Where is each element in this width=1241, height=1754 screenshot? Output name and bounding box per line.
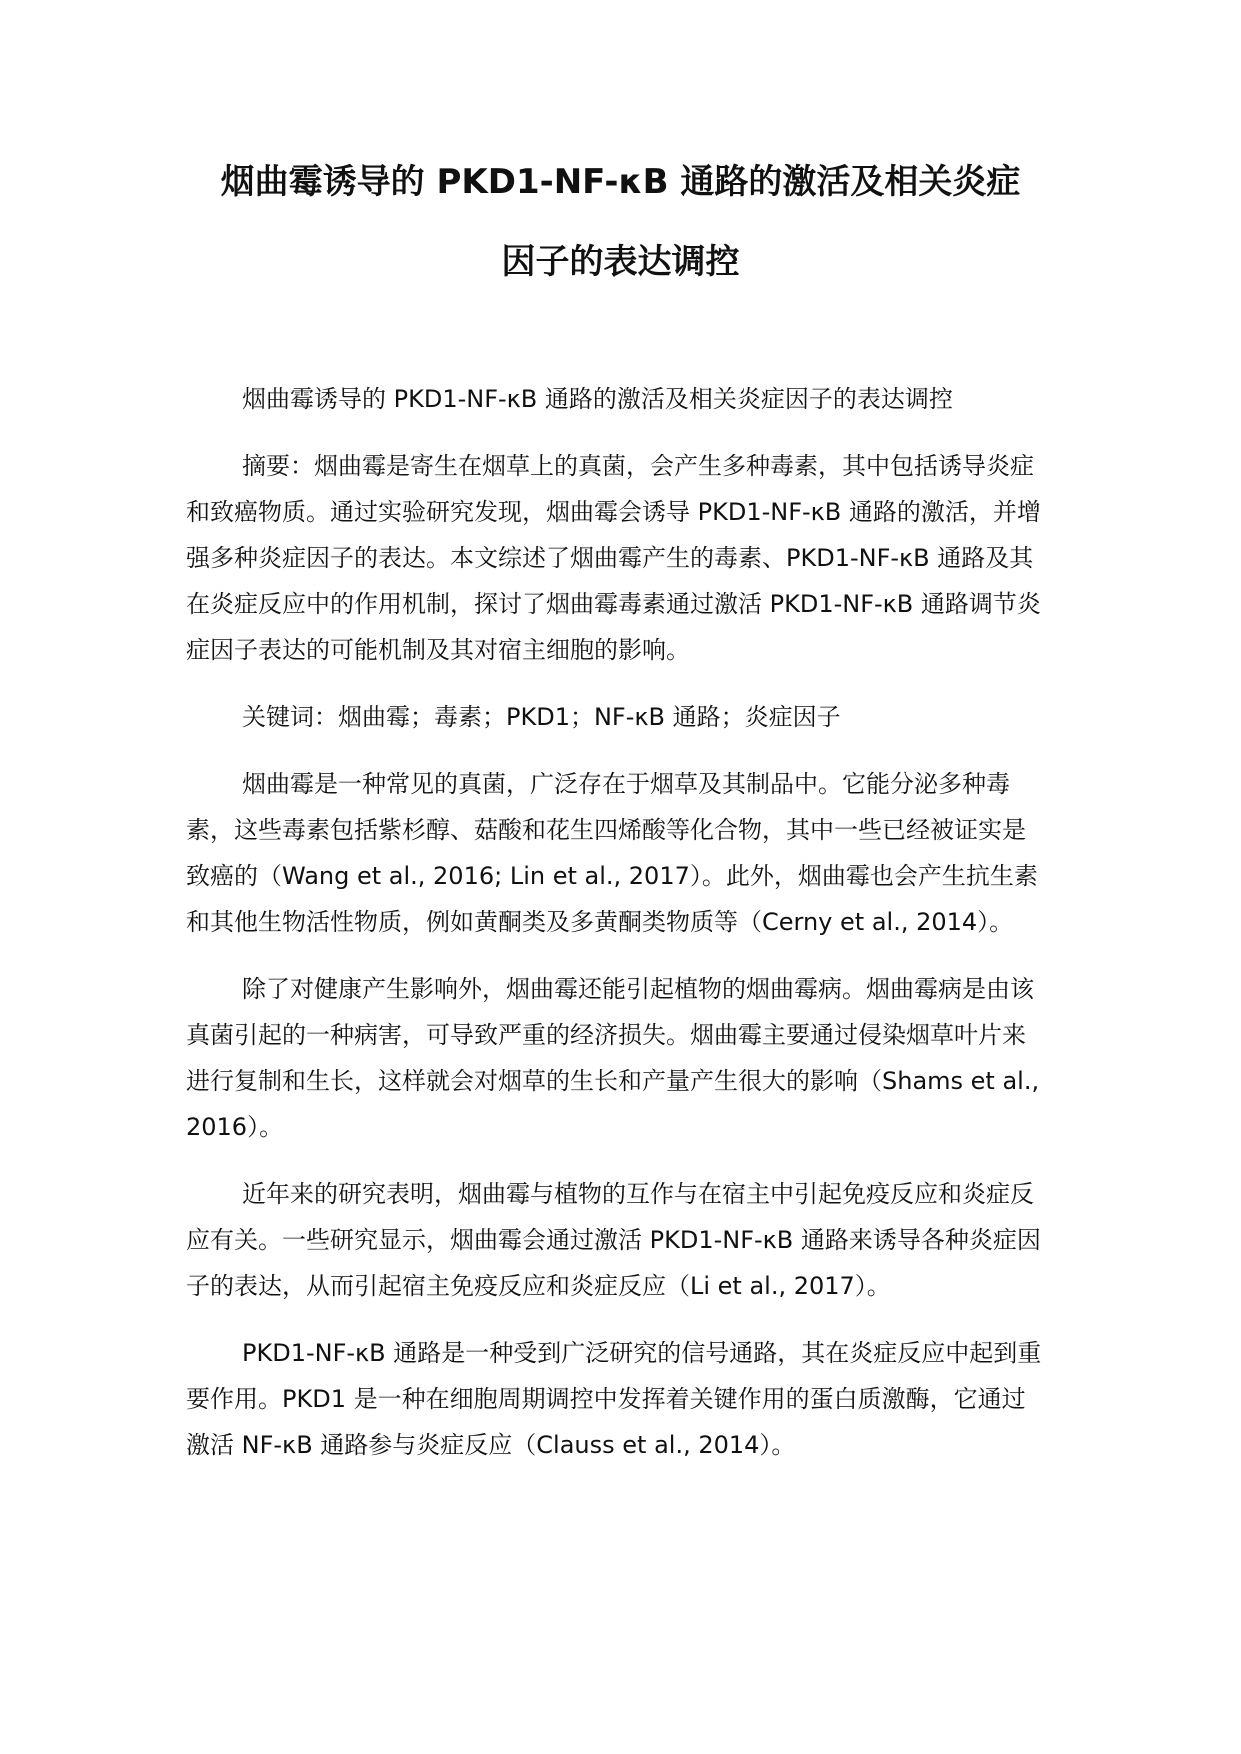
body-paragraph-3: 近年来的研究表明，烟曲霉与植物的互作与在宿主中引起免疫反应和炎症反应有关。一些研究显示，烟曲霉会通过激活 PKD1-NF-κB 通路来诱导各种炎症因子的表达，从而引起宿主免疫反应和炎症反应（Li et al., 2017）。 bbox=[186, 1180, 1041, 1300]
abstract-paragraph: 摘要：烟曲霉是寄生在烟草上的真菌，会产生多种毒素，其中包括诱导炎症和致癌物质。通过实验研究发现，烟曲霉会诱导 PKD1-NF-κB 通路的激活，并增强多种炎症因子的表达。本文综述了烟曲霉产生的毒素、PKD1-NF-κB 通路及其在炎症反应中的作用机制，探讨了烟曲霉毒素通过激活 PKD1-NF-κB 通路调节炎症因子表达的可能机制及其对宿主细胞的影响。 bbox=[186, 452, 1041, 664]
document-title bbox=[150, 142, 1091, 302]
document-title-line-2: 因子的表达调控 bbox=[501, 242, 740, 282]
document-body bbox=[186, 376, 1046, 1489]
body-paragraph-2: 除了对健康产生影响外，烟曲霉还能引起植物的烟曲霉病。烟曲霉病是由该真菌引起的一种病害，可导致严重的经济损失。烟曲霉主要通过侵染烟草叶片来进行复制和生长，这样就会对烟草的生长和产量产生很大的影响（Shams et al., 2016）。 bbox=[186, 975, 1040, 1141]
document-title-line-1: 烟曲霉诱导的 PKD1-NF-κB 通路的激活及相关炎症 bbox=[220, 162, 1021, 202]
body-paragraph-1: 烟曲霉是一种常见的真菌，广泛存在于烟草及其制品中。它能分泌多种毒素，这些毒素包括紫杉醇、菇酸和花生四烯酸等化合物，其中一些已经被证实是致癌的（Wang et al., 2016; Lin et al., 2017）。此外，烟曲霉也会产生抗生素和其他生物活性物质，例如黄酮类及多黄酮类物质等（Cerny et al., 2014）。 bbox=[186, 770, 1038, 936]
keywords-paragraph: 关键词：烟曲霉；毒素；PKD1；NF-κB 通路；炎症因子 bbox=[242, 703, 841, 731]
subtitle-paragraph: 烟曲霉诱导的 PKD1-NF-κB 通路的激活及相关炎症因子的表达调控 bbox=[242, 385, 953, 413]
body-paragraph-4: PKD1-NF-κB 通路是一种受到广泛研究的信号通路，其在炎症反应中起到重要作用。PKD1 是一种在细胞周期调控中发挥着关键作用的蛋白质激酶，它通过激活 NF-κB 通路参与炎症反应（Clauss et al., 2014）。 bbox=[186, 1339, 1042, 1459]
